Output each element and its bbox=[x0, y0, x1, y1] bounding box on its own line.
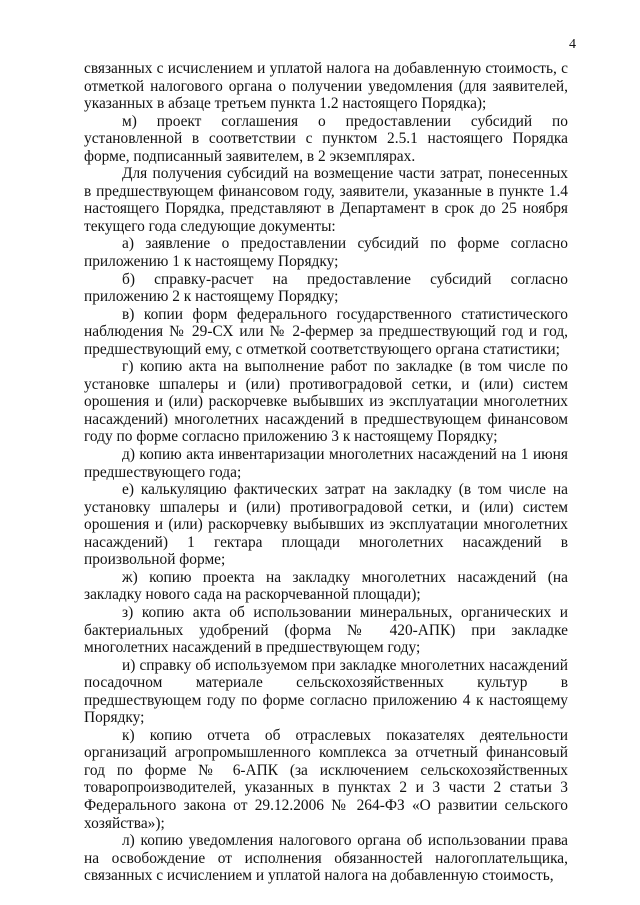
paragraph-item-k: к) копию отчета об отраслевых показателях деятельности организаций агропромышленного комплекса за отчетный финансовый год по форме № 6-АПК (за исключением сельскохозяйственных товаропроизводителей, указанных в пунктах 2 и 3 части 2 статьи 3 Федерального закона от 29.12.2006 № 264-ФЗ «О развитии сельского хозяйства»); bbox=[84, 726, 568, 832]
paragraph-item-d: д) копию акта инвентаризации многолетних насаждений на 1 июня предшествующего года; bbox=[84, 446, 568, 481]
paragraph-item-z: з) копию акта об использовании минеральных, органических и бактериальных удобрений (форма № 420-АПК) при закладке многолетних насаждений в предшествующем году; bbox=[84, 603, 568, 657]
paragraph-continuation: связанных с исчислением и уплатой налога на добавленную стоимость, с отметкой налогового органа о получении уведомления (для заявителей, указанных в абзаце третьем пункта 1.2 настоящего Порядка); bbox=[84, 60, 568, 113]
page-number: 4 bbox=[569, 37, 576, 52]
paragraph-item-a: а) заявление о предоставлении субсидий по форме согласно приложению 1 к настоящему Порядку; bbox=[84, 235, 568, 271]
paragraph-item-zh: ж) копию проекта на закладку многолетних насаждений (на закладку нового сада на раскорчеванной площади); bbox=[84, 568, 568, 604]
paragraph-intro: Для получения субсидий на возмещение части затрат, понесенных в предшествующем финансовом году, заявители, указанные в пункте 1.4 настоящего Порядка, представляют в Департамент в срок до 25 ноября текущего года следующие документы: bbox=[84, 165, 568, 235]
paragraph-item-v: в) копии форм федерального государственного статистического наблюдения № 29-СХ или № 2-фермер за предшествующий год и год, предшествующий ему, с отметкой соответствующего органа статистики; bbox=[84, 305, 568, 358]
paragraph-item-b: б) справку-расчет на предоставление субсидий согласно приложению 2 к настоящему Порядку; bbox=[84, 270, 568, 306]
paragraph-item-g: г) копию акта на выполнение работ по закладке (в том числе по установке шпалеры и (или) противоградовой сетки, и (или) систем орошения и (или) раскорчевке выбывших из эксплуатации многолетних насаждений) многолетних насаждений в предшествующем финансовом году по форме согласно приложению 3 к настоящему Порядку; bbox=[84, 358, 568, 446]
paragraph-item-e: е) калькуляцию фактических затрат на закладку (в том числе на установку шпалеры и (или) противоградовой сетки, и (или) систем орошения и (или) раскорчевку выбывших из эксплуатации многолетних насаждений) 1 гектара площади многолетних насаждений в произвольной форме; bbox=[84, 481, 568, 569]
paragraph-item-i: и) справку об используемом при закладке многолетних насаждений посадочном материале сельскохозяйственных культур в предшествующем году по форме согласно приложению 4 к настоящему Порядку; bbox=[84, 656, 568, 727]
paragraph-item-m: м) проект соглашения о предоставлении субсидий по установленной в соответствии с пунктом 2.5.1 настоящего Порядка форме, подписанный заявителем, в 2 экземплярах. bbox=[84, 112, 568, 165]
document-body bbox=[84, 60, 568, 885]
paragraph-item-l: л) копию уведомления налогового органа об использовании права на освобождение от исполнения обязанностей налогоплательщика, связанных с исчислением и уплатой налога на добавленную стоимость, bbox=[84, 832, 568, 885]
